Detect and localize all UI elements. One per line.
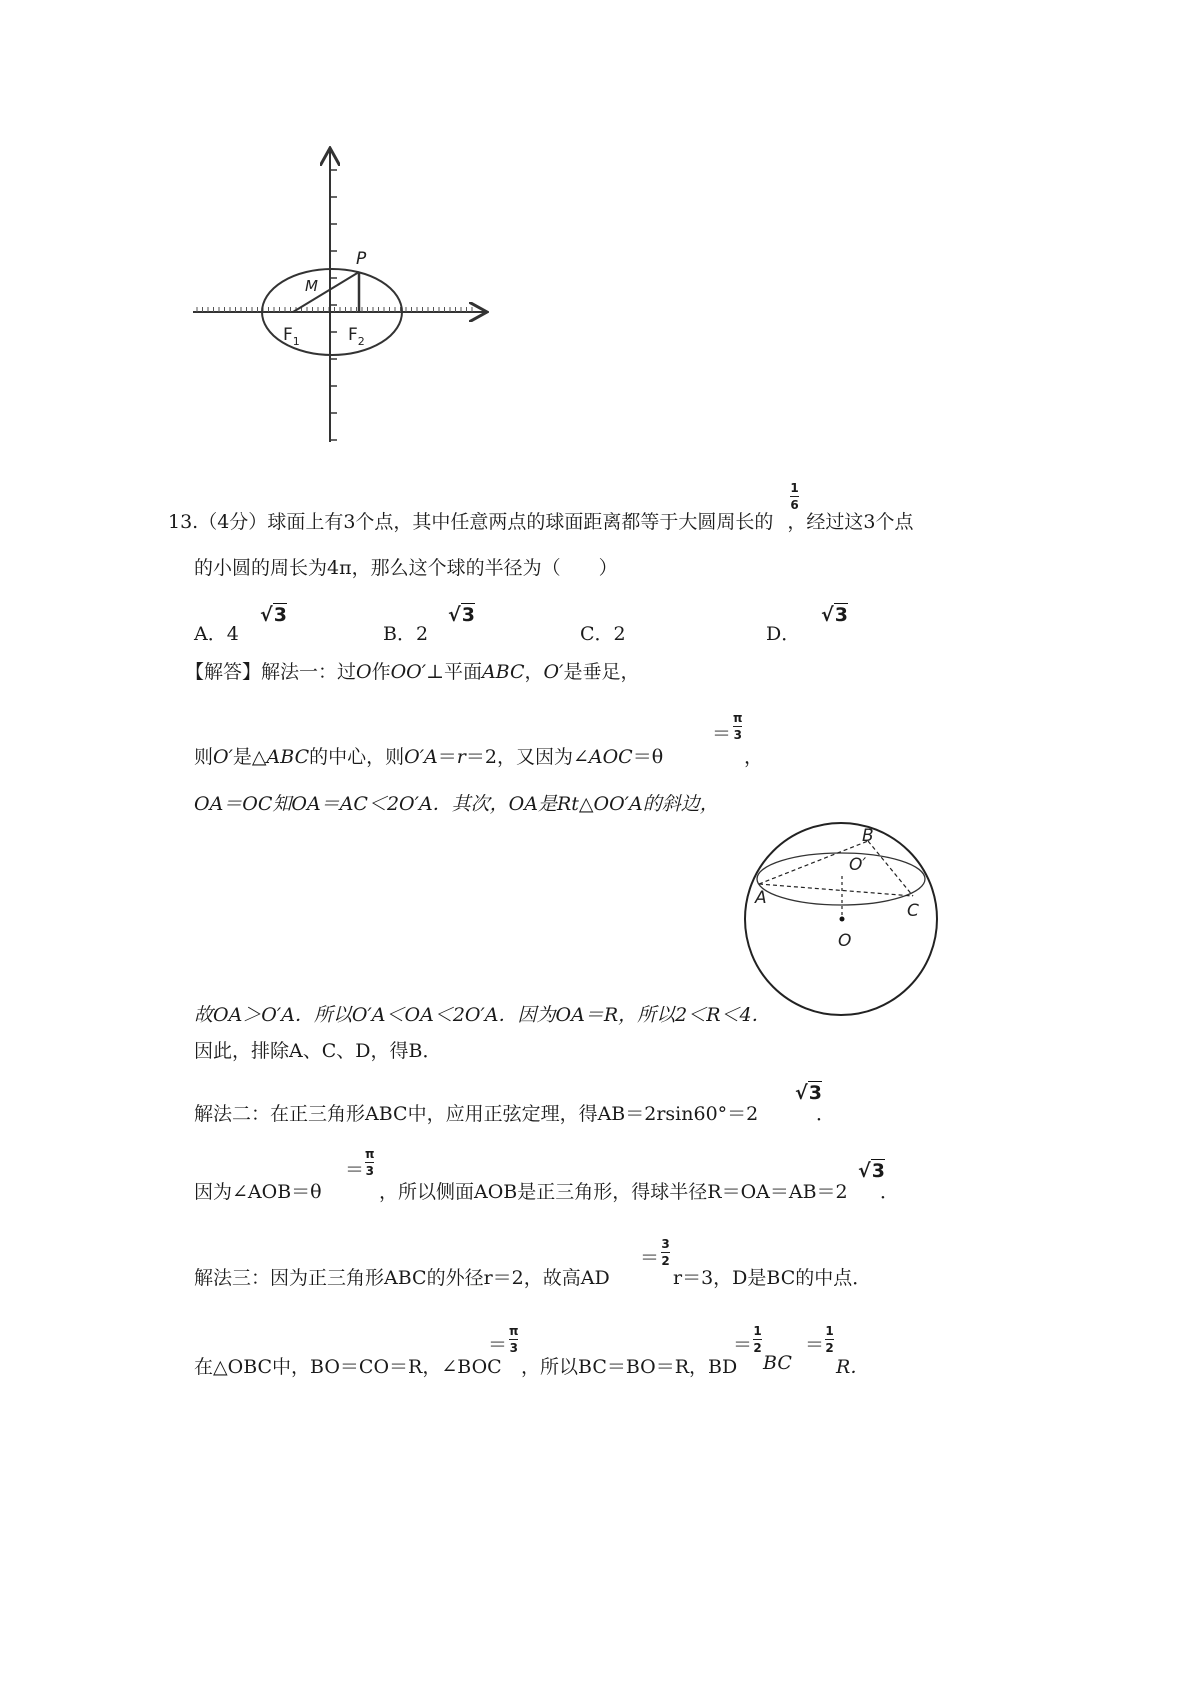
question-text-line2: 的小圆的周长为4π，那么这个球的半径为（ ） xyxy=(194,557,618,579)
option-d: D． xyxy=(766,623,801,645)
y-axis xyxy=(330,150,337,442)
fraction-pi-3-3: π 3 xyxy=(509,1324,519,1355)
solution-method1-line3: OA＝OC知OA＝AC＜2O′A．其次，OA是Rt△OO′A的斜边， xyxy=(194,793,719,815)
solution-method1-line4: 故OA＞O′A．所以O′A＜OA＜2O′A．因为OA＝R，所以2＜R＜4． xyxy=(194,1004,771,1026)
x-axis xyxy=(193,307,485,312)
eq-sign-3: ＝ xyxy=(640,1247,660,1269)
eq-sign-2: ＝ xyxy=(345,1159,365,1181)
question-13 xyxy=(168,507,914,534)
option-a: A．4 xyxy=(194,623,239,645)
sqrt-3-d: √3 xyxy=(821,604,848,626)
sqrt-3-a: √3 xyxy=(260,604,287,626)
sphere-figure xyxy=(737,822,947,1022)
fraction-1-2-b: 1 2 xyxy=(825,1324,834,1355)
label-a: A xyxy=(755,888,767,908)
fraction-pi-3-1: π 3 xyxy=(733,711,743,742)
label-b: B xyxy=(862,826,874,846)
last-r: R． xyxy=(836,1356,870,1378)
last-bc: BC xyxy=(763,1352,792,1374)
solution-last-line-a: 在△OBC中，BO＝CO＝R，∠BOC xyxy=(194,1356,502,1378)
ellipse-figure xyxy=(185,140,505,460)
solution-method1-line2: 则O′是△ABC的中心，则O′A＝r＝2，又因为∠AOC＝θ xyxy=(194,746,664,768)
label-f1: $F_1$ xyxy=(283,325,300,348)
solution-method2-line1: 解法二：在正三角形ABC中，应用正弦定理，得AB＝2rsin60°＝2 xyxy=(194,1103,759,1125)
label-c: C xyxy=(907,901,919,921)
fraction-one-sixth: 1 6 xyxy=(790,481,799,512)
fraction-1-2-a: 1 2 xyxy=(753,1324,762,1355)
eq-sign-4: ＝ xyxy=(488,1334,508,1356)
period-1: ． xyxy=(816,1103,836,1125)
label-o: O xyxy=(838,931,852,951)
period-2: ． xyxy=(880,1181,900,1203)
label-f2: $F_2$ xyxy=(348,325,365,348)
solution-method1-line5: 因此，排除A、C、D，得B． xyxy=(194,1040,442,1062)
sqrt-3-b: √3 xyxy=(448,604,475,626)
question-text-line1: 球面上有3个点，其中任意两点的球面距离都等于大圆周长的 xyxy=(267,511,774,533)
question-number: 13. xyxy=(168,511,199,533)
option-c: C．2 xyxy=(580,623,626,645)
sqrt-3-m2a: √3 xyxy=(795,1082,822,1104)
eq-sign-6: ＝ xyxy=(805,1334,825,1356)
fraction-pi-3-2: π 3 xyxy=(365,1147,375,1178)
label-o-prime: O′ xyxy=(849,855,867,875)
comma-1: ， xyxy=(744,746,764,768)
label-p: P xyxy=(356,249,367,269)
eq-sign-5: ＝ xyxy=(733,1334,753,1356)
eq-sign-1: ＝ xyxy=(712,723,732,745)
question-score: （4分） xyxy=(198,511,268,533)
label-m: M xyxy=(305,277,318,295)
segment-f1-p xyxy=(293,272,359,312)
solution-method3-line1a: 解法三：因为正三角形ABC的外径r＝2，故高AD xyxy=(194,1267,610,1289)
solution-method3-line1b: r＝3，D是BC的中点． xyxy=(673,1267,872,1289)
point-o xyxy=(840,917,845,922)
sqrt-3-m2b: √3 xyxy=(858,1160,885,1182)
solution-method2-line2a: 因为∠AOB＝θ xyxy=(194,1181,322,1203)
solution-last-line-b: ，所以BC＝BO＝R，BD xyxy=(521,1356,738,1378)
solution-method2-line2b: ，所以侧面AOB是正三角形，得球半径R＝OA＝AB＝2 xyxy=(379,1181,848,1203)
question-text-tail: ，经过这3个点 xyxy=(787,511,914,533)
option-b: B．2 xyxy=(383,623,429,645)
solution-method1-line1: 【解答】解法一：过O作OO′⊥平面ABC，O′是垂足， xyxy=(185,661,640,683)
segment-a-c xyxy=(759,884,913,896)
fraction-3-2: 3 2 xyxy=(661,1237,670,1268)
